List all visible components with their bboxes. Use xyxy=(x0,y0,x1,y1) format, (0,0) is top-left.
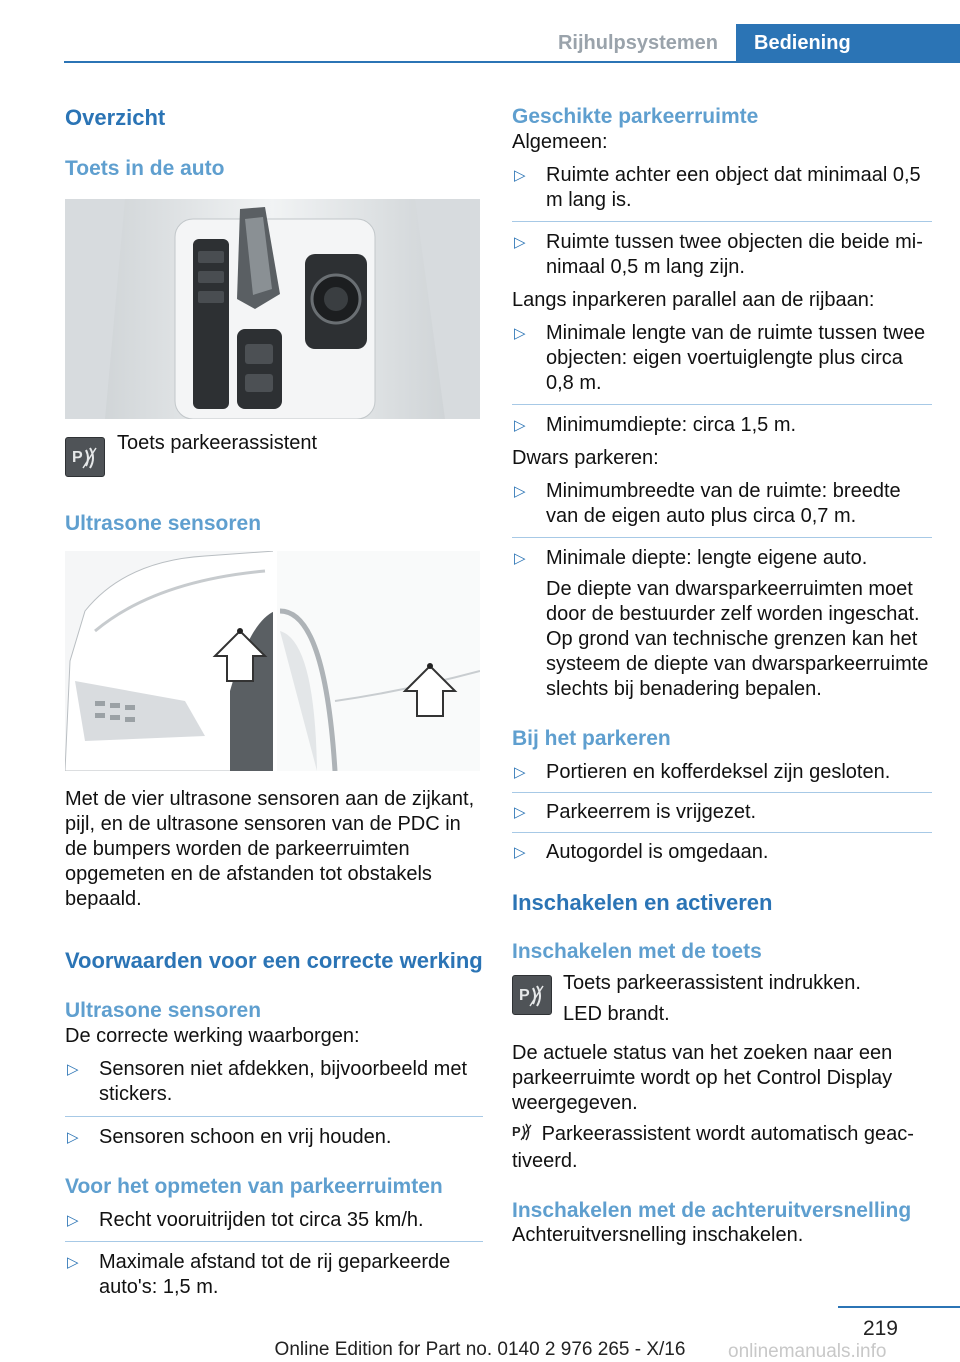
svg-text:P: P xyxy=(72,449,83,466)
footer-rule xyxy=(838,1306,960,1308)
triangle-right-icon: ▷ xyxy=(514,167,526,184)
right-column xyxy=(512,100,932,1248)
triangle-right-icon: ▷ xyxy=(67,1061,79,1078)
car-side-illustration xyxy=(65,551,480,771)
park-assist-button-icon xyxy=(65,437,105,477)
list-item: ▷ Minimale lengte van de ruimte tussen twee objecten: eigen voertuiglengte plus circa 0,8 m. xyxy=(514,322,926,394)
sensor-location-photo xyxy=(65,551,480,771)
list-bij xyxy=(512,760,932,865)
step-press: Toets parkeerassistent indrukken. xyxy=(563,972,861,994)
list-item: ▷ Parkeerrem is vrijgezet. xyxy=(512,792,932,832)
heading-bij-het-parkeren: Bij het parkeren xyxy=(512,727,671,750)
triangle-right-icon: ▷ xyxy=(514,804,526,821)
label-langs: Langs inparkeren parallel aan de rijbaan: xyxy=(512,289,875,311)
list-sensors xyxy=(65,1057,483,1150)
page-number: 219 xyxy=(862,1317,898,1340)
auto-activate-text: P Parkeerassistent wordt automatisch geactiveerd. xyxy=(512,1123,914,1172)
list-item: ▷ Maximale afstand tot de rij geparkeerde auto's: 1,5 m. xyxy=(65,1241,483,1300)
svg-text:P: P xyxy=(519,987,530,1004)
heading-inschakelen: Inschakelen en activeren xyxy=(512,890,773,915)
triangle-right-icon: ▷ xyxy=(514,550,526,567)
list-opmeten xyxy=(65,1208,483,1300)
triangle-right-icon: ▷ xyxy=(67,1254,79,1271)
triangle-right-icon: ▷ xyxy=(514,483,526,500)
list-item: ▷ Autogordel is omgedaan. xyxy=(512,832,932,865)
header-chapter-tab: Bediening xyxy=(736,24,960,62)
triangle-right-icon: ▷ xyxy=(514,234,526,251)
list-item: ▷ Ruimte tussen twee objecten die beide minimaal 0,5 m lang zijn. xyxy=(512,221,932,280)
park-assist-button-icon xyxy=(512,975,552,1015)
triangle-right-icon: ▷ xyxy=(514,417,526,434)
triangle-right-icon: ▷ xyxy=(514,844,526,861)
heading-geschikt: Geschikte parkeerruimte xyxy=(512,105,759,128)
status-text: De actuele status van het zoeken naar een parkeerruimte wordt op het Control Display weergegeven. xyxy=(512,1042,893,1114)
triangle-right-icon: ▷ xyxy=(67,1129,79,1146)
label-dwars: Dwars parkeren: xyxy=(512,447,659,469)
intro-correct: De correcte werking waarborgen: xyxy=(65,1025,360,1047)
dwars-note: De diepte van dwarsparkeerruimten moet door de bestuurder zelf worden ingeschat. Op grond van technische grenzen kan het systeem de diepte van dwarsparkeerruimte slechts bij benadering bepalen. xyxy=(546,578,929,700)
heading-ultrasone-sensoren: Ultrasone sensoren xyxy=(65,512,262,535)
list-algemeen xyxy=(512,163,932,280)
list-item: ▷ Recht vooruitrijden tot circa 35 km/h. xyxy=(67,1209,424,1231)
list-item: ▷ Portieren en kofferdeksel zijn gesloten. xyxy=(514,761,891,783)
svg-text:P: P xyxy=(512,1124,521,1139)
heading-achteruit: Inschakelen met de achteruitversnelling xyxy=(512,1199,912,1222)
list-dwars xyxy=(512,479,932,702)
center-console-illustration xyxy=(65,199,480,419)
triangle-right-icon: ▷ xyxy=(514,325,526,342)
heading-ultrasone-sensoren-2: Ultrasone sensoren xyxy=(65,999,262,1022)
list-item: ▷ Sensoren niet afdekken, bijvoorbeeld met stickers. xyxy=(67,1058,468,1105)
step-led: LED brandt. xyxy=(563,1003,670,1025)
heading-opmeten: Voor het opmeten van parkeerruimten xyxy=(65,1175,443,1198)
park-assist-symbol-icon xyxy=(512,1122,536,1149)
list-langs xyxy=(512,321,932,438)
heading-met-toets: Inschakelen met de toets xyxy=(512,940,762,963)
heading-toets-in-de-auto: Toets in de auto xyxy=(65,157,225,180)
triangle-right-icon: ▷ xyxy=(67,1212,79,1229)
list-item: ▷ Minimale diepte: lengte eigene auto. De diepte van dwarsparkeerruimten moet door de bestuurder zelf worden ingeschat. Op grond van technische grenzen kan het systeem de diepte van dwarsparkeerruimte slechts bij benadering bepalen. xyxy=(512,537,932,702)
watermark: onlinemanuals.info xyxy=(728,1341,887,1362)
edition-footer: Online Edition for Part no. 0140 2 976 265 - X/16 xyxy=(274,1339,686,1360)
heading-voorwaarden: Voorwaarden voor een correcte werking xyxy=(65,948,483,973)
left-column xyxy=(65,100,483,1300)
list-item: ▷ Minimumbreedte van de ruimte: breedte van de eigen auto plus circa 0,7 m. xyxy=(514,480,901,527)
button-legend-label: Toets parkeerassistent xyxy=(117,432,318,454)
header-section-tab: Rijhulpsystemen xyxy=(557,32,719,54)
header-rule xyxy=(64,61,960,63)
step-block xyxy=(512,971,932,1027)
heading-overzicht: Overzicht xyxy=(65,105,166,130)
triangle-right-icon: ▷ xyxy=(514,764,526,781)
achteruit-text: Achteruitversnelling inschakelen. xyxy=(512,1224,804,1246)
label-algemeen: Algemeen: xyxy=(512,131,608,153)
sensor-description: Met de vier ultrasone sensoren aan de zijkant, pijl, en de ultrasone sensoren van de PDC in de bumpers worden de parkeerruimten opgemeten en de afstanden tot obstakels bepaald. xyxy=(65,788,475,910)
list-item: ▷ Sensoren schoon en vrij houden. xyxy=(65,1116,483,1150)
button-legend xyxy=(65,432,483,477)
console-photo xyxy=(65,199,480,419)
list-item: ▷ Minimumdiepte: circa 1,5 m. xyxy=(512,404,932,438)
list-item: ▷ Ruimte achter een object dat minimaal 0,5 m lang is. xyxy=(514,164,921,211)
